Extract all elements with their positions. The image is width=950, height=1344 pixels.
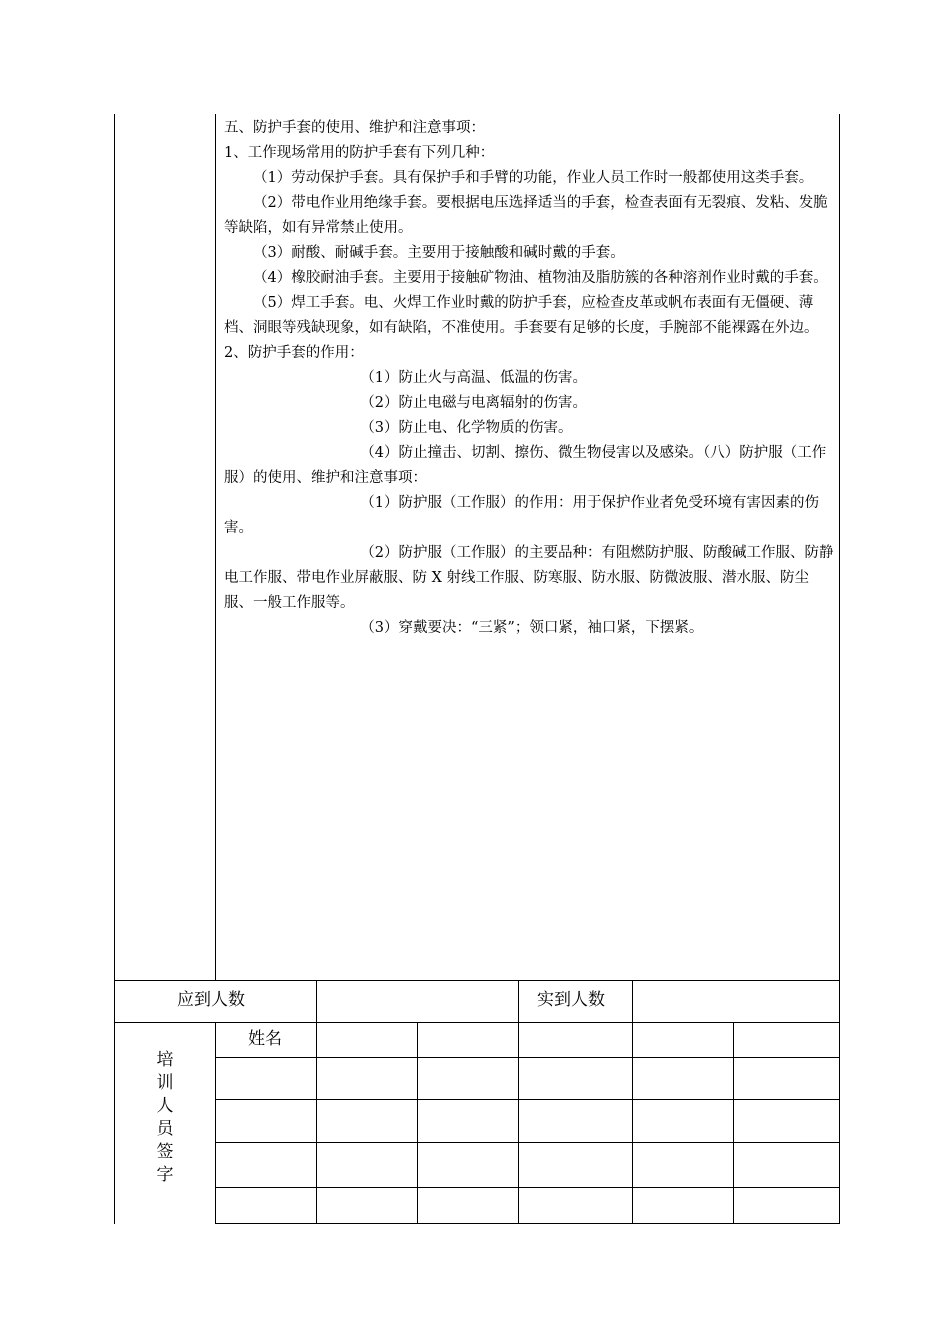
signature-table-bottom <box>215 1223 839 1224</box>
signature-col-6 <box>733 1022 734 1224</box>
table-right-border <box>839 114 840 1224</box>
glove-type-item: （1）劳动保护手套。具有保护手和手臂的功能，作业人员工作时一般都使用这类手套。 <box>253 170 814 186</box>
table-left-border <box>114 114 115 1224</box>
glove-type-item: （4）橡胶耐油手套。主要用于接触矿物油、植物油及脂肪簇的各种溶剂作业时戴的手套。 <box>253 270 828 286</box>
glove-function-item: （1）防止火与高温、低温的伤害。 <box>360 370 588 386</box>
expected-attendance-label: 应到人数 <box>177 990 245 1010</box>
glove-type-item: （5）焊工手套。电、火焊工作业时戴的防护手套，应检查皮革或帆布表面有无僵硬、薄档、洞眼等残缺现象，如有缺陷，不准使用。手套要有足够的长度，手腕部不能裸露在外边。 <box>224 295 819 336</box>
glove-function-item: （4）防止撞击、切割、擦伤、微生物侵害以及感染。（八）防护服（工作服）的使用、维护和注意事项： <box>224 445 827 486</box>
signature-col-1 <box>215 1022 216 1224</box>
attendance-divider-1 <box>316 980 317 1022</box>
name-header: 姓名 <box>248 1029 282 1049</box>
signature-col-3 <box>417 1022 418 1224</box>
section-heading: 五、防护手套的使用、维护和注意事项： <box>224 120 485 136</box>
clothing-item: （1）防护服（工作服）的作用：用于保护作业者免受环境有害因素的伤害。 <box>224 495 820 536</box>
content-left-border <box>215 114 216 980</box>
signature-row-3 <box>215 1142 839 1143</box>
glove-function-item: （3）防止电、化学物质的伤害。 <box>360 420 573 436</box>
attendance-row-top <box>114 980 839 981</box>
glove-type-item: （2）带电作业用绝缘手套。要根据电压选择适当的手套，检查表面有无裂痕、发粘、发脆等缺陷，如有异常禁止使用。 <box>224 195 828 236</box>
clothing-item: （2）防护服（工作服）的主要品种：有阻燃防护服、防酸碱工作服、防静电工作服、带电作业屏蔽服、防 X 射线工作服、防寒服、防水服、防微波服、潜水服、防尘服、一般工作服等。 <box>224 545 834 611</box>
signature-side-label: 培 训 人 员 签 字 <box>156 1050 174 1185</box>
signature-col-4 <box>518 1022 519 1224</box>
signature-col-5 <box>632 1022 633 1224</box>
attendance-divider-3 <box>632 980 633 1022</box>
clothing-item: （3）穿戴要决：“三紧”；领口紧，袖口紧，下摆紧。 <box>360 620 704 636</box>
section2-title: 2、防护手套的作用： <box>224 345 364 361</box>
glove-function-item: （2）防止电磁与电离辐射的伤害。 <box>360 395 588 411</box>
signature-row-1 <box>215 1057 839 1058</box>
signature-row-2 <box>215 1099 839 1100</box>
signature-col-2 <box>316 1022 317 1224</box>
attendance-row-bottom <box>114 1022 839 1023</box>
glove-type-item: （3）耐酸、耐碱手套。主要用于接触酸和碱时戴的手套。 <box>253 245 625 261</box>
actual-attendance-label: 实到人数 <box>537 990 605 1010</box>
training-content <box>224 116 836 641</box>
attendance-divider-2 <box>518 980 519 1022</box>
section1-title: 1、工作现场常用的防护手套有下列几种： <box>224 145 495 161</box>
signature-row-4 <box>215 1187 839 1188</box>
